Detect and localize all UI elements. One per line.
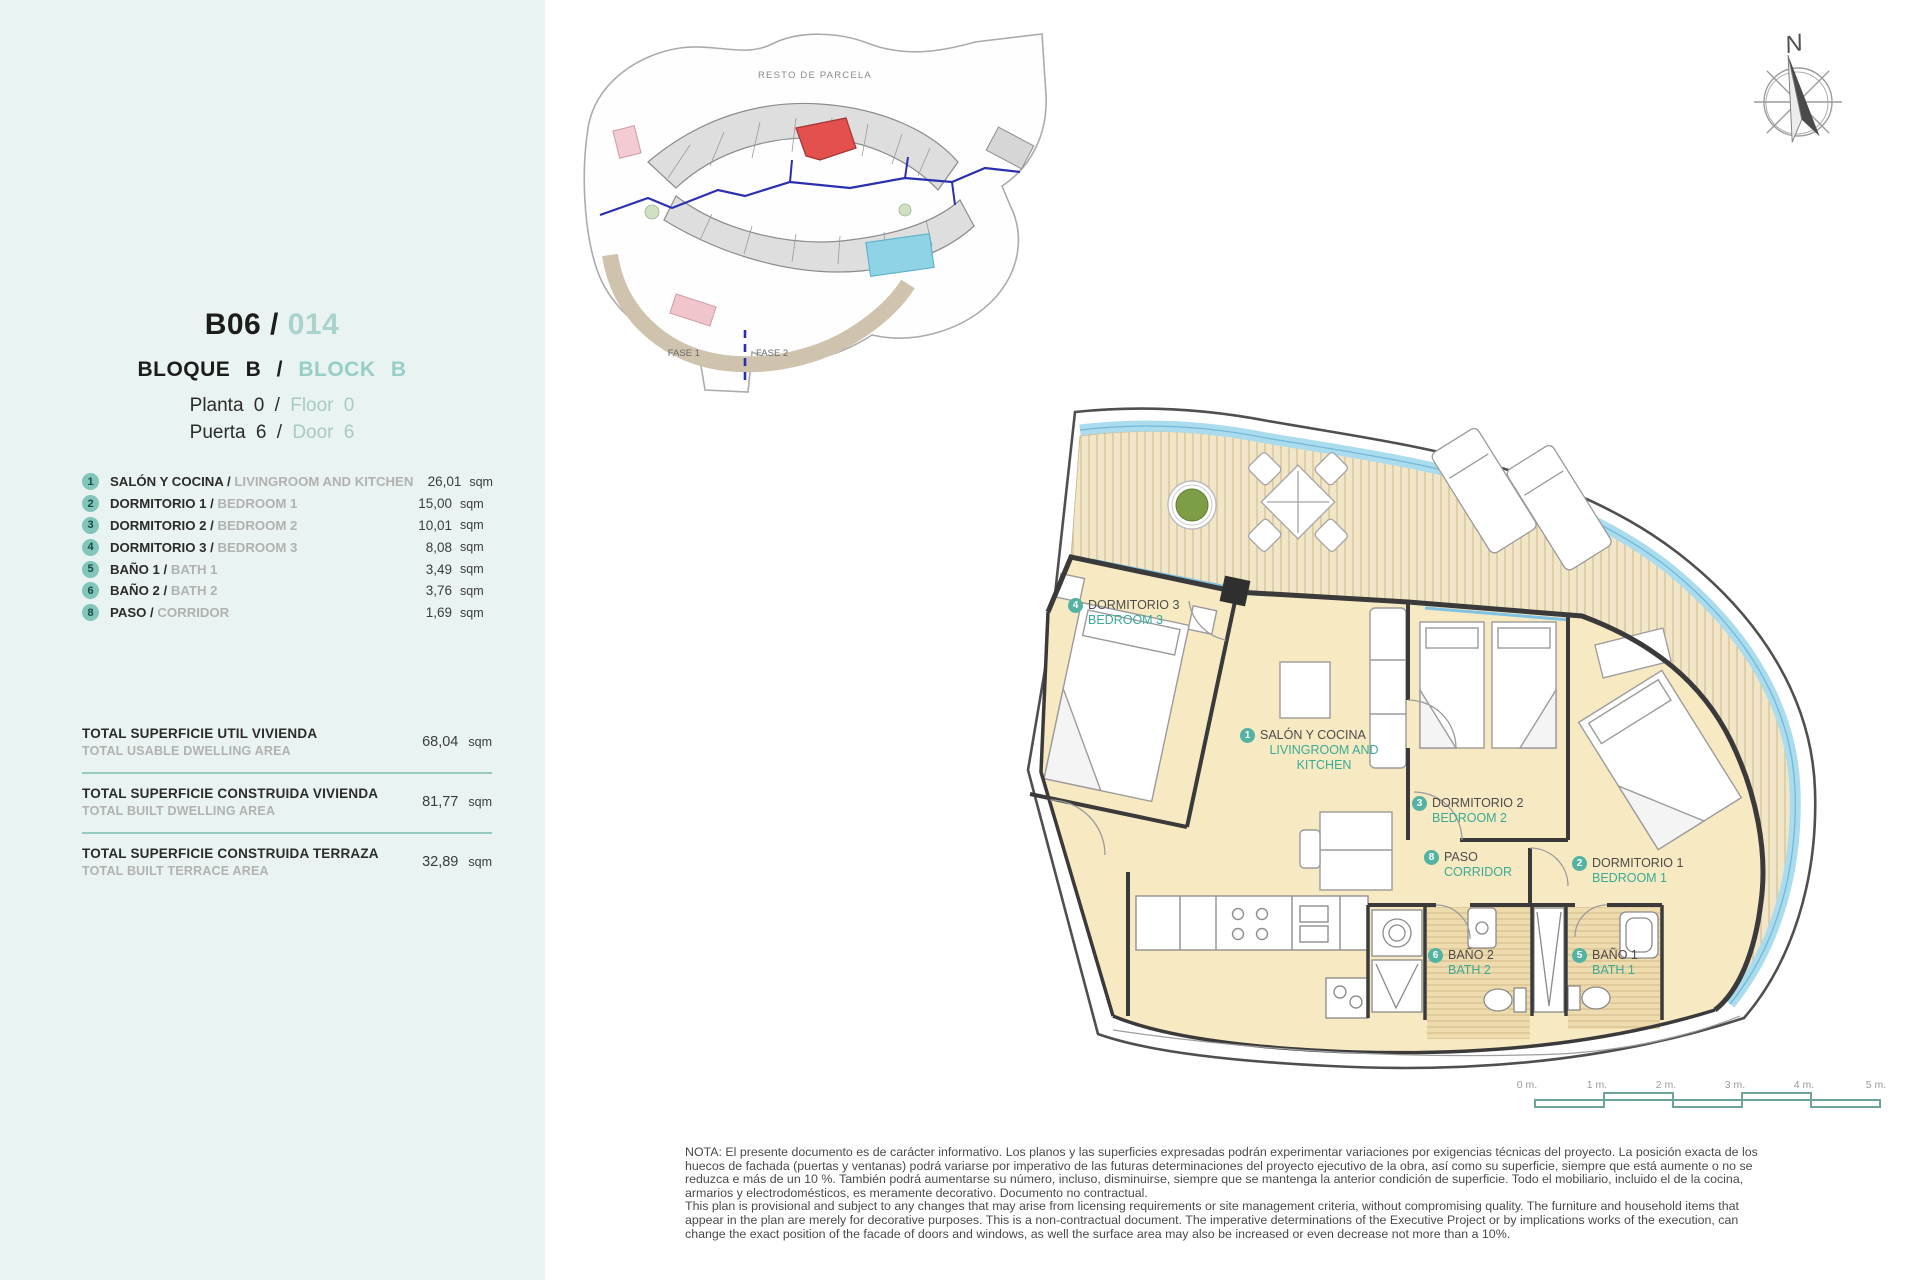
plan-room-name-en: CORRIDOR xyxy=(1444,865,1513,879)
plan-room-name-en: LIVINGROOM AND xyxy=(1269,743,1379,757)
room-area: 1,69 xyxy=(425,605,452,621)
kitchen-counter xyxy=(1136,896,1368,950)
plan-room-name-es: DORMITORIO 3 xyxy=(1088,598,1180,612)
total-label-es: TOTAL SUPERFICIE CONSTRUIDA VIVIENDA xyxy=(82,786,379,801)
room-area: 3,49 xyxy=(425,561,452,577)
note-line: This plan is provisional and subject to any changes that may arise from licensing requirements or site management criteria, without compromising quality. The furniture and household items that xyxy=(685,1199,1739,1214)
room-number-badge: 5 xyxy=(82,561,99,578)
fase1-label: FASE 1 xyxy=(667,348,700,359)
room-name-en: LIVINGROOM AND KITCHEN xyxy=(234,474,414,490)
total-label-en: TOTAL BUILT DWELLING AREA xyxy=(82,804,276,818)
room-number-badge: 4 xyxy=(82,539,99,556)
room-name-en: BEDROOM 3 xyxy=(217,539,298,555)
floor-slash: / xyxy=(274,395,280,416)
plan-label-bedroom3 xyxy=(1068,598,1179,628)
plan-room-number-badge: 6 xyxy=(1428,948,1443,963)
room-area-unit: sqm xyxy=(460,518,484,533)
room-name-en: CORRIDOR xyxy=(157,605,230,621)
room-number-badge: 8 xyxy=(82,604,99,621)
room-area-unit: sqm xyxy=(469,474,493,489)
room-name-es: DORMITORIO 2 / xyxy=(110,517,214,533)
plan-room-name-en: BEDROOM 2 xyxy=(1432,811,1508,825)
note-line: change the exact position of the facade of doors and windows, as well the surface area may also be increased or even decrease not more than a 10%. xyxy=(685,1226,1511,1241)
scale-tick-label: 1 m. xyxy=(1586,1079,1608,1091)
plan-room-name-es: DORMITORIO 2 xyxy=(1432,796,1524,810)
plan-label-bath2 xyxy=(1428,948,1494,978)
room-name-en: BEDROOM 2 xyxy=(217,517,298,533)
room-area: 10,01 xyxy=(418,517,452,533)
plan-room-name-en: BATH 1 xyxy=(1592,963,1635,977)
plan-room-number-badge: 5 xyxy=(1572,948,1587,963)
floor-plan xyxy=(1019,409,1816,1068)
scale-bar xyxy=(1517,1079,1886,1107)
plan-label-living-kitchen xyxy=(1240,728,1408,773)
total-label-es: TOTAL SUPERFICIE CONSTRUIDA TERRAZA xyxy=(82,846,379,861)
plan-label-corridor xyxy=(1424,850,1512,880)
plan-room-name-es: SALÓN Y COCINA xyxy=(1260,728,1366,742)
room-name-en: BATH 2 xyxy=(170,583,218,599)
plan-room-name-en: BEDROOM 1 xyxy=(1592,871,1668,885)
scale-tick-label: 0 m. xyxy=(1516,1079,1538,1091)
block-es: BLOQUE B xyxy=(137,358,262,381)
plan-room-name-en: BATH 2 xyxy=(1448,963,1491,977)
room-area: 3,76 xyxy=(425,583,452,599)
door-en: Door 6 xyxy=(292,422,355,443)
unit-code: B06 / xyxy=(204,308,279,341)
fase2-label: FASE 2 xyxy=(756,348,789,359)
note-line: reduzca e más de un 10 %. También podrá aumentarse su número, incluso, disminuirse, siempre que se mantenga la anterior condición de superficie. Todo el mobiliario, incluido el de la cocina, xyxy=(685,1172,1744,1187)
room-area: 26,01 xyxy=(427,474,462,490)
north-label: N xyxy=(1782,29,1806,60)
plan-room-name-es: DORMITORIO 1 xyxy=(1592,856,1684,870)
total-value: 32,89 xyxy=(422,854,459,870)
room-area-unit: sqm xyxy=(460,583,484,598)
site-plan xyxy=(584,34,1046,392)
scale-tick-label: 3 m. xyxy=(1724,1079,1746,1091)
room-area-unit: sqm xyxy=(460,605,484,620)
disclaimer-note xyxy=(685,1146,1885,1241)
kitchen-base-unit xyxy=(1326,978,1368,1018)
total-label-en: TOTAL USABLE DWELLING AREA xyxy=(82,744,291,758)
shower-stall xyxy=(1534,908,1564,1012)
door-es: Puerta 6 xyxy=(189,422,267,443)
note-line: appear in the plan are merely for decorative purposes. This is a non-contractual document. The imperative determinations of the Executive Project or by implications works of the execution, can xyxy=(685,1212,1739,1227)
site-green-1 xyxy=(645,205,659,219)
wall-pillar xyxy=(1220,576,1251,607)
room-area-unit: sqm xyxy=(460,540,484,555)
block-slash: / xyxy=(276,358,283,381)
plan-room-number-badge: 4 xyxy=(1068,598,1083,613)
room-name-es: PASO / xyxy=(110,605,154,621)
room-name-en: BATH 1 xyxy=(170,561,218,577)
plan-room-number-badge: 1 xyxy=(1240,728,1255,743)
resto-de-parcela-label: RESTO DE PARCELA xyxy=(758,70,872,81)
plan-room-name-es: PASO xyxy=(1444,850,1478,864)
plan-label-bath1 xyxy=(1572,948,1638,978)
plan-room-name-en: BEDROOM 3 xyxy=(1088,613,1164,627)
site-green-2 xyxy=(899,204,911,216)
door-slash: / xyxy=(276,422,283,443)
room-area-unit: sqm xyxy=(460,496,484,511)
room-area: 8,08 xyxy=(425,539,452,555)
total-label-es: TOTAL SUPERFICIE UTIL VIVIENDA xyxy=(82,726,318,741)
unit-number: 014 xyxy=(287,308,340,341)
room-name-es: DORMITORIO 1 / xyxy=(110,496,214,512)
room-name-es: DORMITORIO 3 / xyxy=(110,539,214,555)
total-value: 81,77 xyxy=(422,794,459,810)
plan-room-number-badge: 3 xyxy=(1412,796,1427,811)
total-unit: sqm xyxy=(468,795,492,809)
room-name-es: SALÓN Y COCINA / xyxy=(110,474,231,490)
plan-label-bedroom2 xyxy=(1412,796,1523,826)
scale-tick-label: 5 m. xyxy=(1865,1079,1887,1091)
plan-room-number-badge: 8 xyxy=(1424,850,1439,865)
floor-en: Floor 0 xyxy=(290,395,355,416)
total-unit: sqm xyxy=(468,855,492,869)
room-number-badge: 2 xyxy=(82,495,99,512)
note-line: huecos de fachada (puertas y ventanas) podrá variarse por imperativo de las futuras determinaciones del proyecto ejecutivo de la obra, así como su superficie, siempre que está aumente o no se xyxy=(685,1158,1753,1173)
plan-room-name-es: BAÑO 1 xyxy=(1592,948,1638,962)
north-compass-icon xyxy=(1754,29,1842,142)
note-line: NOTA: El presente documento es de carácter informativo. Los planos y las superficies expresadas podrán experimentar variaciones por exigencias técnicas del proyecto. La posición exacta de los xyxy=(685,1145,1758,1159)
scale-tick-label: 2 m. xyxy=(1655,1079,1677,1091)
plan-room-name-en2: KITCHEN xyxy=(1296,758,1352,772)
room-number-badge: 1 xyxy=(82,473,99,490)
living-coffee-table xyxy=(1280,662,1330,718)
room-name-es: BAÑO 2 / xyxy=(110,583,168,599)
room-area-unit: sqm xyxy=(460,562,484,577)
total-label-en: TOTAL BUILT TERRACE AREA xyxy=(82,864,269,878)
scale-tick-label: 4 m. xyxy=(1793,1079,1815,1091)
block-en: BLOCK B xyxy=(298,358,407,381)
room-name-es: BAÑO 1 / xyxy=(110,561,168,577)
floor-es: Planta 0 xyxy=(189,395,265,416)
total-unit: sqm xyxy=(468,735,492,749)
laundry-closet xyxy=(1372,910,1422,1012)
room-number-badge: 3 xyxy=(82,517,99,534)
plan-label-bedroom1 xyxy=(1572,856,1683,886)
note-line: armarios y electrodomésticos, es meramente decorativo. Documento no contractual. xyxy=(685,1185,1148,1200)
room-area: 15,00 xyxy=(418,496,452,512)
terrace-planter xyxy=(1168,481,1216,529)
plan-room-name-es: BAÑO 2 xyxy=(1448,948,1494,962)
plan-room-number-badge: 2 xyxy=(1572,856,1587,871)
room-name-en: BEDROOM 1 xyxy=(217,496,298,512)
room-number-badge: 6 xyxy=(82,582,99,599)
total-value: 68,04 xyxy=(422,734,459,750)
